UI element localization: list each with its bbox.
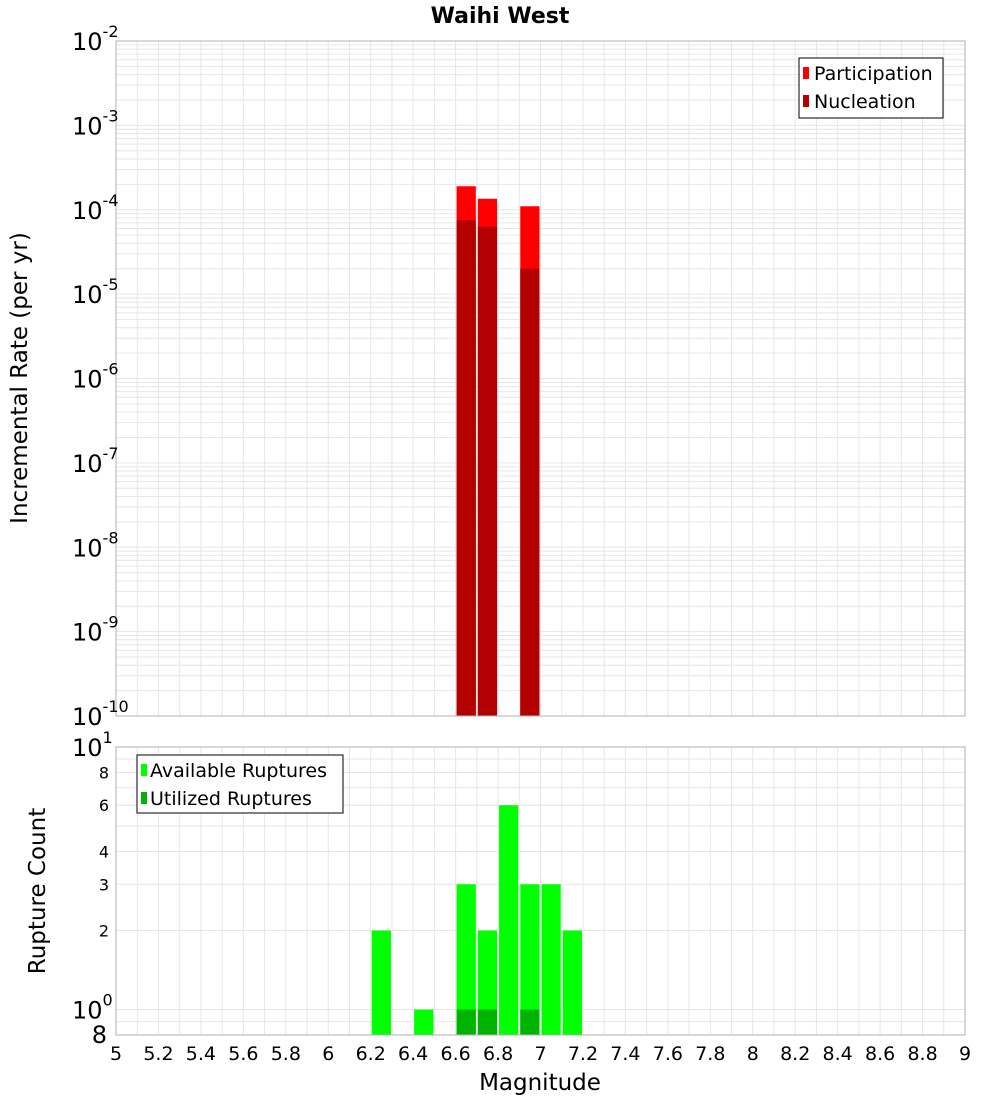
x-tick-label: 8.2	[780, 1043, 811, 1065]
x-tick-labels	[110, 1043, 971, 1065]
x-tick-label: 7.8	[695, 1043, 726, 1065]
bottom-y-axis-label: Rupture Count	[25, 807, 51, 975]
top-y-tick-label: 10-5	[72, 275, 119, 310]
x-tick-label: 5.4	[185, 1043, 217, 1065]
count-bar-available-ruptures	[499, 805, 518, 1035]
count-bar-utilized-ruptures	[457, 1010, 476, 1035]
top-y-tick-label: 10-10	[72, 697, 129, 731]
top-y-tick-label: 10-8	[72, 528, 119, 563]
top-y-axis-label: Incremental Rate (per yr)	[7, 232, 33, 524]
top-y-tick-label: 10-4	[72, 190, 119, 225]
x-tick-label: 5	[109, 1043, 123, 1065]
x-tick-label: 8.4	[822, 1043, 853, 1065]
bottom-y-minor-tick-label: 8	[98, 763, 109, 783]
x-tick-label: 7.4	[610, 1043, 641, 1065]
x-axis-label: Magnitude	[479, 1070, 601, 1096]
bottom-y-minor-tick-label: 6	[98, 796, 109, 816]
bottom-y-minor-tick-label: 8	[91, 1021, 107, 1049]
chart-title: Waihi West	[430, 4, 570, 29]
x-tick-label: 6.6	[440, 1043, 471, 1065]
legend-label-utilized-ruptures: Utilized Ruptures	[150, 788, 312, 810]
top-y-tick-label: 10-7	[72, 443, 119, 478]
bottom-legend	[137, 755, 343, 813]
x-tick-label: 7.2	[567, 1043, 599, 1065]
top-y-tick-label: 10-3	[72, 106, 119, 141]
x-tick-label: 6.4	[398, 1043, 429, 1065]
x-tick-label: 9	[958, 1043, 972, 1065]
x-tick-label: 7	[534, 1043, 547, 1065]
top-legend	[799, 58, 943, 118]
x-tick-label: 8.6	[864, 1043, 896, 1065]
x-tick-label: 5.6	[228, 1043, 259, 1065]
bottom-y-minor-tick-label: 3	[98, 875, 109, 895]
bottom-y-minor-tick-label: 4	[98, 842, 109, 862]
x-tick-label: 6.8	[482, 1043, 514, 1065]
bottom-y-tick-label: 101	[72, 728, 113, 762]
top-y-tick-label: 10-2	[72, 22, 119, 56]
x-tick-label: 6.2	[355, 1043, 386, 1065]
count-bar-available-ruptures	[372, 931, 391, 1035]
x-tick-label: 8	[746, 1043, 759, 1065]
count-bar-utilized-ruptures	[520, 1010, 539, 1035]
count-bar-utilized-ruptures	[478, 1010, 497, 1035]
top-y-tick-label: 10-6	[72, 359, 119, 394]
x-tick-label: 5.2	[143, 1043, 174, 1065]
legend-swatch-nucleation	[803, 95, 809, 107]
legend-swatch-utilized-ruptures	[141, 792, 147, 804]
rate-bar-nucleation	[478, 227, 497, 716]
bottom-y-tick-labels	[72, 728, 113, 1049]
x-tick-label: 5.8	[270, 1043, 301, 1065]
top-y-tick-labels	[72, 22, 129, 731]
bottom-y-tick-label: 100	[72, 990, 113, 1025]
x-tick-label: 8.8	[907, 1043, 938, 1065]
count-bar-available-ruptures	[542, 884, 561, 1035]
legend-label-nucleation: Nucleation	[814, 91, 916, 113]
legend-swatch-participation	[803, 67, 809, 79]
top-y-tick-label: 10-9	[72, 612, 119, 647]
count-bar-available-ruptures	[414, 1010, 433, 1035]
legend-label-participation: Participation	[814, 63, 933, 85]
rate-bar-nucleation	[520, 269, 539, 716]
x-tick-label: 6	[322, 1043, 335, 1065]
bottom-y-minor-tick-label: 2	[98, 921, 109, 941]
x-tick-label: 7.6	[652, 1043, 683, 1065]
count-bar-available-ruptures	[563, 931, 582, 1035]
legend-swatch-available-ruptures	[141, 764, 147, 776]
legend-label-available-ruptures: Available Ruptures	[150, 760, 327, 782]
rate-bar-nucleation	[457, 220, 476, 716]
top-plot-grid	[116, 41, 965, 716]
